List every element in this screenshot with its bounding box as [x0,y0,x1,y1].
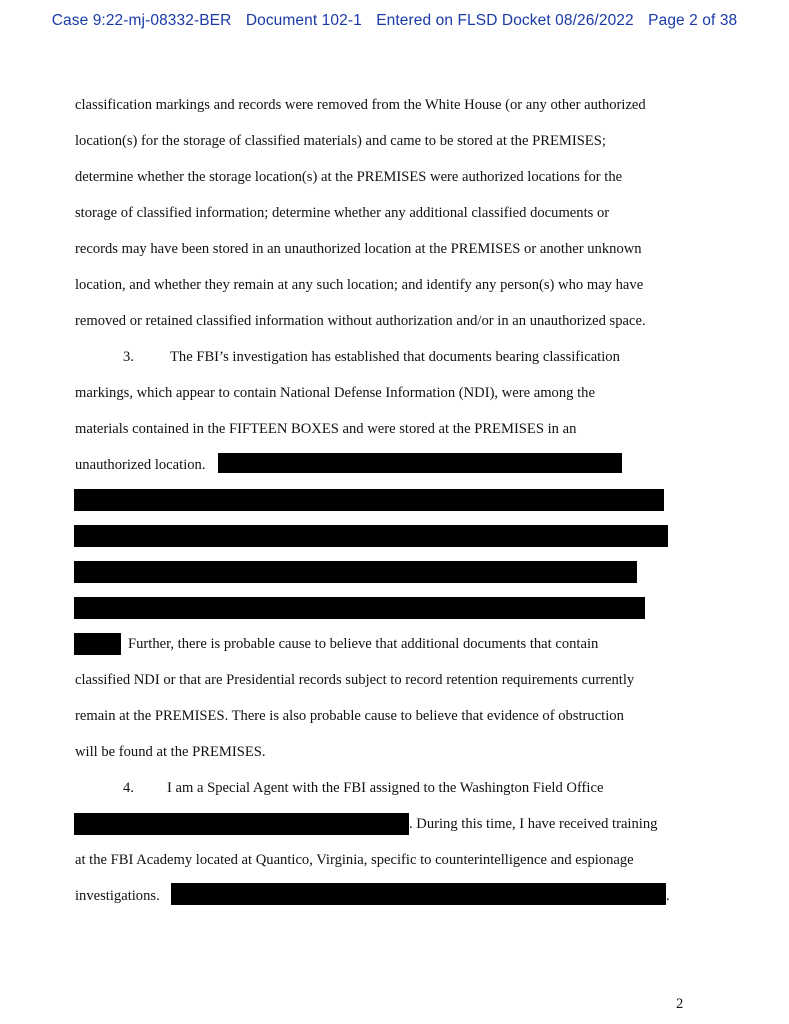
body-line: unauthorized location. [75,457,206,473]
docket-header [0,12,789,30]
body-line: . [666,888,670,904]
redaction-bar [171,883,666,905]
page-number: 2 [676,996,684,1012]
body-line: removed or retained classified information without authorization and/or in an unauthorized space. [75,313,646,329]
redaction-bar [74,633,121,655]
body-line: classified NDI or that are Presidential records subject to record retention requirements currently [75,672,635,688]
redaction-bar [74,813,409,835]
body-line: location, and whether they remain at any such location; and identify any person(s) who may have [75,277,644,293]
redaction-bar [218,453,622,473]
redaction-bar [74,597,645,619]
body-line: storage of classified information; determine whether any additional classified documents or [75,205,610,221]
body-line: I am a Special Agent with the FBI assigned to the Washington Field Office [167,780,604,796]
paragraph-number: 4. [123,780,134,796]
body-line: at the FBI Academy located at Quantico, Virginia, specific to counterintelligence and espionage [75,852,634,868]
document-number: Document 102-1 [245,12,362,29]
body-line: classification markings and records were removed from the White House (or any other authorized [75,97,646,113]
body-line: remain at the PREMISES. There is also probable cause to believe that evidence of obstruction [75,708,624,724]
paragraph-number: 3. [123,349,134,365]
body-line: records may have been stored in an unauthorized location at the PREMISES or another unknown [75,241,642,257]
body-line: determine whether the storage location(s) at the PREMISES were authorized locations for the [75,169,623,185]
body-line: Further, there is probable cause to believe that additional documents that contain [128,636,599,652]
case-number: Case 9:22-mj-08332-BER [51,12,232,29]
body-line: . During this time, I have received training [409,816,658,832]
body-line: location(s) for the storage of classified materials) and came to be stored at the PREMISES; [75,133,606,149]
body-line: markings, which appear to contain National Defense Information (NDI), were among the [75,385,595,401]
body-line: investigations. [75,888,160,904]
redaction-bar [74,489,664,511]
body-line: The FBI’s investigation has established that documents bearing classification [170,349,620,365]
body-line: will be found at the PREMISES. [75,744,266,760]
page-of-total: Page 2 of 38 [648,12,738,29]
redaction-bar [74,561,637,583]
body-line: materials contained in the FIFTEEN BOXES and were stored at the PREMISES in an [75,421,577,437]
docket-entry-date: Entered on FLSD Docket 08/26/2022 [376,12,634,29]
redaction-bar [74,525,668,547]
